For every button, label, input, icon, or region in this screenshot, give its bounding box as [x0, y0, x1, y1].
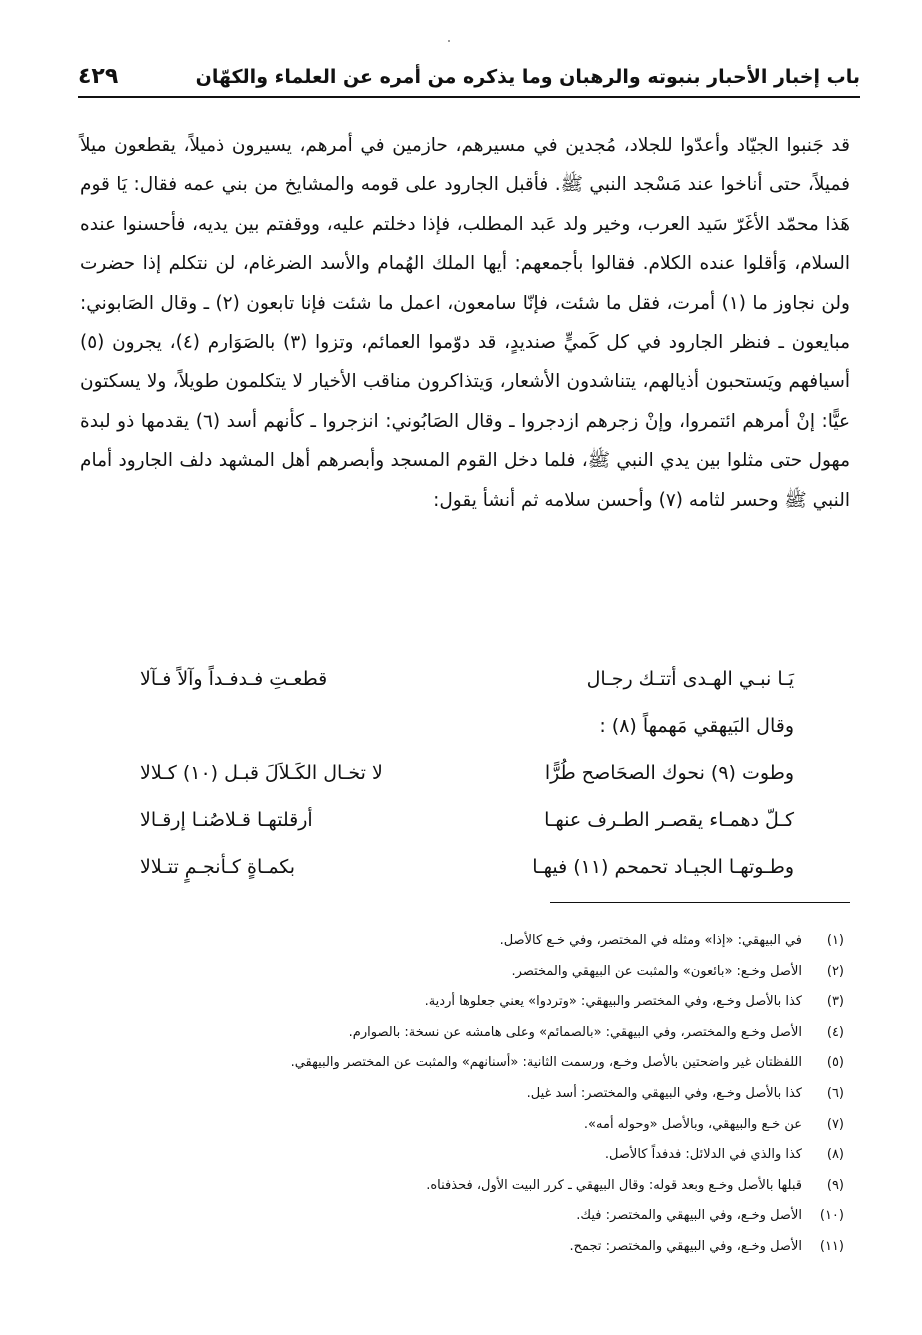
scan-speck	[448, 40, 450, 42]
verse-4-second-hemistich: بكمـاةٍ كـأنجـمٍ تتـلالا	[140, 856, 296, 878]
footnote-number: (٣)	[826, 994, 844, 1010]
footnote-text: الأصل وخـع والمختصر، وفي البيهقي: «بالصمائم» وعلى هامشه عن نسخة: بالصوارم.	[348, 1024, 802, 1040]
footnote-item	[80, 926, 844, 957]
chapter-title: باب إخبار الأحبار بنبوته والرهبان وما يذكره من أمره عن العلماء والكهّان	[195, 66, 860, 88]
footnote-number: (١٠)	[819, 1208, 844, 1224]
footnote-text: الأصل وخـع، وفي البيهقي والمختصر: تجمح.	[569, 1238, 802, 1254]
verse-1-first-hemistich: يَـا نبـي الهـدى أتتـك رجـال	[586, 668, 794, 690]
running-header	[78, 52, 860, 92]
verse-1-second-hemistich: قطعـتِ فـدفـداً وآلاً فـآلا	[140, 668, 328, 690]
footnote-item	[80, 987, 844, 1018]
footnote-number: (٦)	[826, 1085, 844, 1101]
footnote-item	[80, 1171, 844, 1202]
footnote-number: (٢)	[826, 963, 844, 979]
footnote-text: الأصل وخـع: «بائعون» والمثبت عن البيهقي والمختصر.	[511, 963, 802, 979]
page-number: ٤٢٩	[78, 64, 119, 89]
footnote-number: (٥)	[826, 1055, 844, 1071]
footnote-text: عن خـع والبيهقي، وبالأصل «وحوله أمه».	[583, 1116, 802, 1132]
footnote-item	[80, 957, 844, 988]
footnote-number: (٩)	[826, 1177, 844, 1193]
main-paragraph: قد جَنبوا الجيّاد وأعدّوا للجلاد، مُجدين في مسيرهم، حازمين في أمرهم، يسيرون ذميلاً، يقطعون ميلاً فميلاً، حتى أناخوا عند مَسْجد النبي ﷺ. فأقبل الجارود على قومه والمشايخ من بني عمه فقال: يَا قوم هَذا محمّد الأغَرّ سَيد العرب، وخير ولد عَبد المطلب، فإذا دخلتم عليه، ووقفتم بين يديه، فأحسنوا عنده السلام، وَأقلوا عنده الكلام. فقالوا بأجمعهم: أيها الملك الهُمام والأسد الضرغام، لن نتكلم إذا حضرت ولن نجاوز ما (١) أمرت، فقل ما شئت، فإنّا سامعون، اعمل ما شئت فإنا تابعون (٢) ـ وقال الصَابوني: مبايعون ـ فنظر الجارود في كل كَميٍّ صنديدٍ، قد دوّموا العمائم، وتزوا (٣) بالصَوَارم (٤)، يجرون (٥) أسيافهم ويَستحبون أذيالهم، يتناشدون الأشعار، وَيتذاكرون مناقب الأخيار لا يتكلمون طويلاً، ولا يسكتون عيًّا: إنْ أمرهم ائتمروا، وإنْ زجرهم ازدجروا ـ وقال الصَابُوني: انزجروا ـ كأنهم أسد (٦) يقدمها ذو لبدة مهول حتى مثلوا بين يدي النبي ﷺ، فلما دخل القوم المسجد وأبصرهم أهل المشهد دلف الجارود أمام النبي ﷺ وحسر لثامه (٧) وأحسن سلامه ثم أنشأ يقول:	[80, 135, 850, 511]
footnote-text: قبلها بالأصل وخـع وبعد قوله: وقال البيهقي ـ كرر البيت الأول، فحذفناه.	[426, 1177, 802, 1193]
footnote-number: (٤)	[826, 1024, 844, 1040]
footnote-text: الأصل وخـع، وفي البيهقي والمختصر: فيك.	[576, 1208, 802, 1224]
footnote-text: كذا بالأصل وخـع، وفي المختصر والبيهقي: «وتردوا» يعني جعلوها أردية.	[424, 994, 802, 1010]
footnote-item	[80, 1048, 844, 1079]
footnote-number: (١)	[826, 933, 844, 948]
poem-variant-note: وقال البَيهقي مَهمهاً (٨) :	[599, 715, 794, 737]
verse-2-second-hemistich: لا تخـال الكَـلاَلَ قبـل (١٠) كـلالا	[140, 762, 383, 784]
footnote-text: في البيهقي: «إذا» ومثله في المختصر، وفي خـع كالأصل.	[499, 933, 802, 948]
verse-2-first-hemistich: وطوت (٩) نحوك الصحَاصح طُرًّا	[544, 762, 794, 784]
footnote-number: (١١)	[819, 1238, 844, 1254]
verse-3-second-hemistich: أرقلتهـا قـلاصُنـا إرقـالا	[140, 809, 313, 831]
verse-2	[140, 750, 794, 797]
footnote-item	[80, 1140, 844, 1171]
verse-4	[140, 844, 794, 891]
footnote-item	[80, 1201, 844, 1232]
verse-4-first-hemistich: وطـوتهـا الجيـاد تحمحم (١١) فيهـا	[532, 856, 794, 878]
poem	[140, 656, 794, 891]
footnote-item	[80, 1110, 844, 1141]
footnote-text: اللفظتان غير واضحتين بالأصل وخـع، ورسمت الثانية: «أسنانهم» والمثبت عن المختصر والبيهقي.	[290, 1055, 802, 1071]
footnote-number: (٨)	[826, 1147, 844, 1163]
footnote-separator	[550, 902, 850, 903]
main-text	[80, 126, 850, 520]
footnote-item	[80, 1018, 844, 1049]
verse-3-first-hemistich: كـلّ دهمـاء يقصـر الطـرف عنهـا	[544, 809, 794, 831]
footnote-text: كذا والذي في الدلائل: فدفداً كالأصل.	[604, 1147, 802, 1163]
header-rule	[78, 96, 860, 98]
footnote-item	[80, 1232, 844, 1263]
verse-1	[140, 656, 794, 703]
footnotes-list	[80, 926, 844, 1263]
footnote-number: (٧)	[826, 1116, 844, 1132]
verse-3	[140, 797, 794, 844]
footnote-item	[80, 1079, 844, 1110]
footnote-text: كذا بالأصل وخـع، وفي البيهقي والمختصر: أسد غيل.	[526, 1085, 802, 1101]
